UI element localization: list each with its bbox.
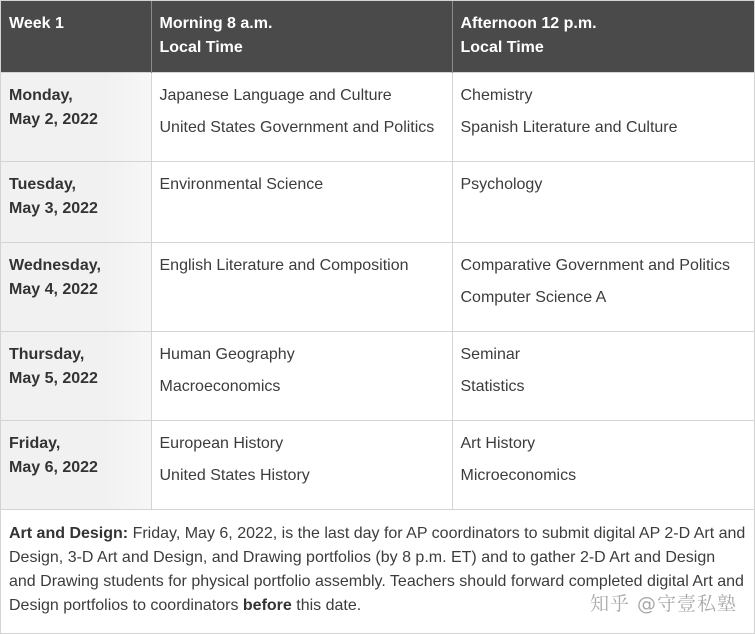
day-cell [1,73,151,162]
table-row [1,162,754,243]
header-morning [151,1,452,73]
exam-subject: Environmental Science [159,176,324,193]
header-week [1,1,151,73]
day-date: May 6, 2022 [9,459,98,476]
day-name: Monday, [9,87,73,104]
morning-cell [151,421,452,510]
exam-subject: Microeconomics [460,467,577,484]
exam-subject: Seminar [460,346,521,363]
table-row [1,332,754,421]
table-row [1,73,754,162]
day-date: May 4, 2022 [9,281,98,298]
zhihu-watermark: 知乎 @守壹私塾 [589,593,737,615]
exam-subject: Computer Science A [460,289,607,306]
day-name: Tuesday, [9,176,76,193]
header-afternoon-line1: Afternoon 12 p.m. [460,15,597,32]
afternoon-cell [452,332,754,421]
exam-subject: Statistics [460,378,525,395]
day-date: May 3, 2022 [9,200,98,217]
exam-schedule-table [1,1,754,628]
day-name: Wednesday, [9,257,101,274]
exam-subject: Japanese Language and Culture [159,87,392,104]
morning-cell [151,243,452,332]
table-row [1,421,754,510]
afternoon-cell [452,73,754,162]
afternoon-cell [452,243,754,332]
note-emphasis: before [242,597,292,614]
day-cell [1,421,151,510]
header-week-label: Week 1 [9,15,64,32]
header-afternoon [452,1,754,73]
morning-cell [151,332,452,421]
note-label: Art and Design: [9,525,129,542]
day-cell [1,332,151,421]
afternoon-cell [452,421,754,510]
afternoon-cell [452,162,754,243]
exam-subject: Macroeconomics [159,378,281,395]
header-afternoon-line2: Local Time [460,39,544,56]
morning-cell [151,73,452,162]
day-name: Thursday, [9,346,85,363]
day-cell [1,243,151,332]
exam-subject: Spanish Literature and Culture [460,119,678,136]
exam-subject: Art History [460,435,536,452]
day-date: May 2, 2022 [9,111,98,128]
exam-subject: United States History [159,467,310,484]
exam-subject: European History [159,435,284,452]
day-name: Friday, [9,435,61,452]
day-cell [1,162,151,243]
header-morning-line2: Local Time [159,39,243,56]
header-morning-line1: Morning 8 a.m. [159,15,273,32]
exam-subject: United States Government and Politics [159,119,435,136]
morning-cell [151,162,452,243]
exam-subject: English Literature and Composition [159,257,409,274]
exam-subject: Chemistry [460,87,533,104]
table-row [1,243,754,332]
exam-subject: Psychology [460,176,543,193]
exam-subject: Human Geography [159,346,295,363]
note-text-after: this date. [291,597,362,614]
day-date: May 5, 2022 [9,370,98,387]
exam-subject: Comparative Government and Politics [460,257,730,274]
table-header-row [1,1,754,73]
note-text-before: Friday, May 6, 2022, is the last day for AP coordinators to submit digital AP 2-D Art and Design, 3-D Art and Design, and Drawing portfolios (by 8 p.m. ET) and to gather 2-D Art and Design and Drawing students for physical portfolio assembly. Teachers should forward completed digital Art and Design portfolios to coordinators [9,525,746,614]
